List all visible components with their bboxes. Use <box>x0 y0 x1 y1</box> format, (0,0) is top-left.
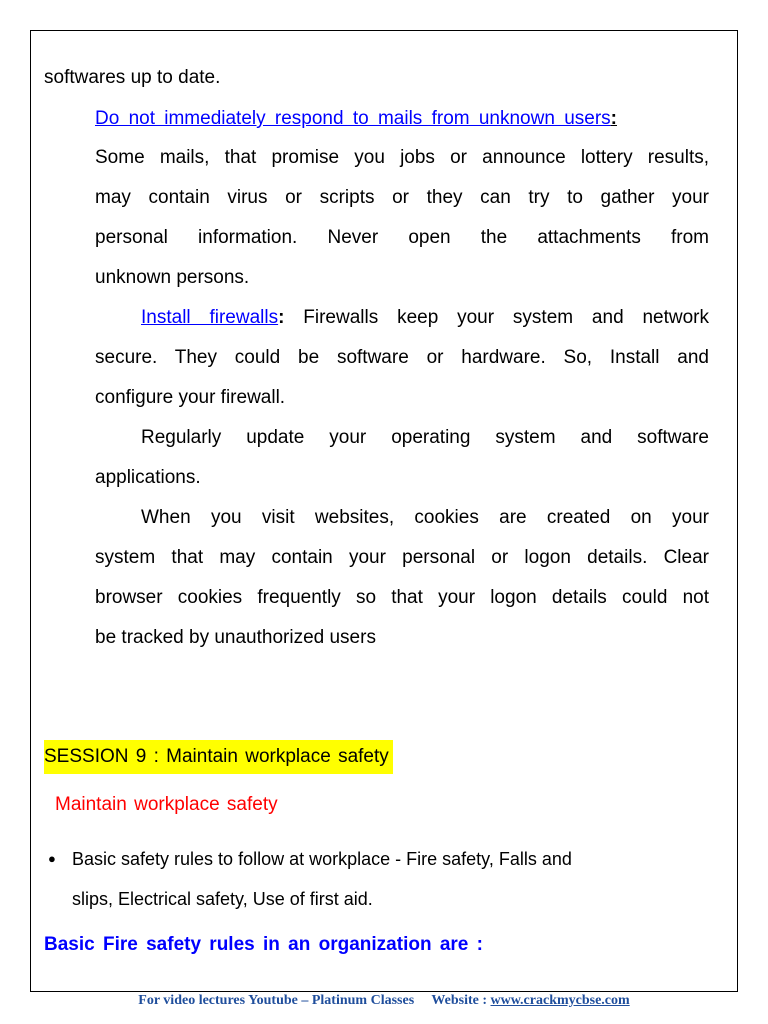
text-line: configure your firewall. <box>95 387 286 408</box>
text-line: system that may contain your personal or logon details. Clear <box>95 547 709 568</box>
mails-heading-link[interactable]: Do not immediately respond to mails from unknown users <box>95 108 611 129</box>
firewall-heading-link[interactable]: Install firewalls <box>141 307 279 328</box>
text-line: secure. They could be software or hardware. So, Install and <box>95 347 709 368</box>
session-heading: SESSION 9 : Maintain workplace safety <box>44 740 393 774</box>
mails-heading-colon: : <box>610 108 617 129</box>
text-line: personal information. Never open the attachments from <box>95 227 709 248</box>
footer-website-link[interactable]: www.crackmycbse.com <box>490 993 630 1008</box>
firewall-text: Firewalls keep your system and network <box>284 307 709 328</box>
bullet-text: Basic safety rules to follow at workplace - Fire safety, Falls and <box>72 849 572 869</box>
text-line: Some mails, that promise you jobs or announce lottery results, <box>95 147 709 168</box>
firewall-line <box>141 298 709 338</box>
text-line: When you visit websites, cookies are created on your <box>141 507 709 528</box>
bullet-item <box>48 846 708 874</box>
text-line: unknown persons. <box>95 267 250 288</box>
section-subheading: Maintain workplace safety <box>55 794 278 815</box>
mails-heading-line <box>95 99 709 139</box>
page-footer <box>0 993 768 1009</box>
text-line: may contain virus or scripts or they can try to gather your <box>95 187 709 208</box>
bullet-dot-icon: ● <box>48 851 56 866</box>
bullet-item-continued: slips, Electrical safety, Use of first aid. <box>72 889 373 909</box>
text-line: be tracked by unauthorized users <box>95 627 376 648</box>
firewall-colon: : <box>278 307 285 328</box>
fire-safety-heading: Basic Fire safety rules in an organization are : <box>44 934 483 955</box>
text-line: browser cookies frequently so that your logon details could not <box>95 587 709 608</box>
text-line: applications. <box>95 467 201 488</box>
footer-text: For video lectures Youtube – Platinum Classes Website : <box>138 993 491 1008</box>
text-line: Regularly update your operating system and software <box>141 427 709 448</box>
text-line: softwares up to date. <box>44 67 221 88</box>
